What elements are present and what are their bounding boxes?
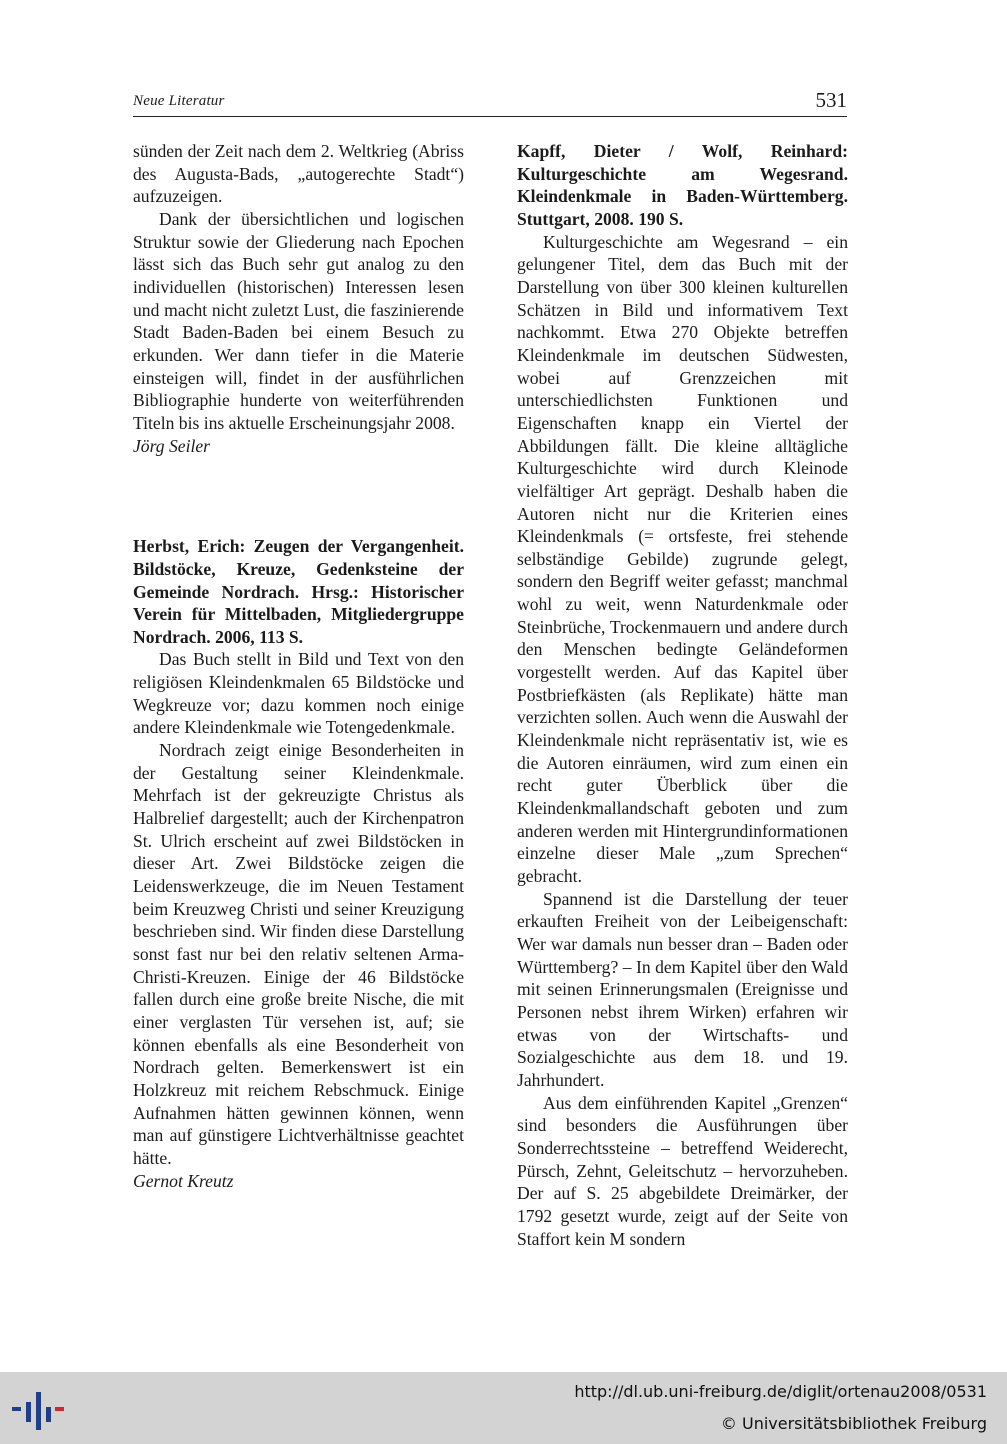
continued-paragraph: Dank der übersichtlichen und logischen Struktur sowie der Gliederung nach Epochen lässt sich das Buch sehr gut analog zu den individuellen (historischen) Interessen lesen und macht nicht zuletzt Lust, die faszinierende Stadt Baden-Baden bei einem Besuch zu erkunden. Wer dann tiefer in die Materie einsteigen will, findet in der ausführlichen Bibliographie hunderte von weiterführenden Titeln bis ins aktuelle Erscheinungsjahr 2008.	[133, 208, 464, 433]
review-paragraph: Spannend ist die Darstellung der teuer erkauften Freiheit von der Leibeigenschaft: Wer war damals nun besser dran – Baden oder Württemberg? – In dem Kapitel über den Wald mit seinen Erinnerungsmalen (Ereignisse und Personen nebst ihrem Wirken) erfahren wir etwas von der Wirtschafts- und Sozialgeschichte aus dem 18. und 19. Jahrhundert.	[517, 888, 848, 1090]
review-paragraph: Aus dem einführenden Kapitel „Grenzen“ sind besonders die Ausführungen über Sonderrechtssteine – betreffend Weiderecht, Pürsch, Zehnt, Geleitschutz – hervorzuheben. Der auf S. 25 abgebildete Dreimärker, der 1792 gesetzt wurde, zeigt auf der Seite von Staffort kein M sondern	[517, 1092, 848, 1249]
page-number: 531	[815, 88, 847, 112]
review-title: Herbst, Erich: Zeugen der Vergangenheit. Bildstöcke, Kreuze, Gedenksteine der Gemeinde Nordrach. Hrsg.: Historischer Verein für Mittelbaden, Mitgliedergruppe Nordrach. 2006, 113 S.	[133, 536, 464, 647]
source-url-link[interactable]: http://dl.ub.uni-freiburg.de/diglit/ortenau2008/0531	[574, 1382, 987, 1401]
review-paragraph: Das Buch stellt in Bild und Text von den religiösen Kleindenkmalen 65 Bildstöcke und Wegkreuze vor; dazu kommen noch einige andere Kleindenkmale wie Totengedenkmale.	[133, 649, 464, 738]
ub-freiburg-logo-icon	[10, 1380, 66, 1436]
section-spacer	[133, 457, 464, 535]
review-paragraph: Kulturgeschichte am Wegesrand – ein gelungener Titel, dem das Buch mit der Darstellung von über 300 kleinen kulturellen Schätzen in Bild und informativem Text nachkommt. Etwa 270 Objekte betreffen Kleindenkmale im deutschen Südwesten, wobei auf Grenzzeichen mit unterschiedlichsten Funktionen und Eigenschaften knapp ein Viertel der Abbildungen fällt. Die kleine alltägliche Kulturgeschichte wird durch Kleinode vielfältiger Art geprägt. Deshalb haben die Autoren nicht nur die Kriterien eines Kleindenkmals (= ortsfeste, frei stehende selbständige Gebilde) zugrunde gelegt, sondern den Begriff weiter gefasst; manchmal wohl zu weit, wenn Naturdenkmale oder Steinbrüche, Trockenmauern und andere durch den Menschen bedingte Geländeformen vorgestellt werden. Auf das Kapitel über Postbriefkästen (als Replikate) hätte man verzichten sollen. Auch wenn die Auswahl der Kleindenkmale nicht repräsentativ ist, wie es die Autoren einräumen, wird zum einen ein recht guter Überblick über die Kleindenkmallandschaft geboten und zum anderen werden mit Hintergrundinformationen einzelne dieser Male „zum Sprechen“ gebracht.	[517, 231, 848, 886]
footer-bar	[0, 1372, 1007, 1444]
reviewer-signature: Gernot Kreutz	[133, 1170, 234, 1191]
reviewer-signature: Jörg Seiler	[133, 435, 211, 456]
page-header	[133, 86, 847, 117]
review-title: Kapff, Dieter / Wolf, Reinhard: Kulturgeschichte am Wegesrand. Kleindenkmale in Baden-Württemberg. Stuttgart, 2008. 190 S.	[517, 141, 848, 229]
review-paragraph: Nordrach zeigt einige Besonderheiten in der Gestaltung seiner Kleindenkmale. Mehrfach ist der gekreuzigte Christus als Halbrelief dargestellt; auch der Kirchenpatron St. Ulrich erscheint auf zwei Bildstöcken in dieser Art. Zwei Bildstöcke zeigen die Leidenswerkzeuge, die im Neuen Testament beim Kreuzweg Christi und seiner Kreuzigung beschrieben sind. Wir finden diese Darstellung sonst fast nur bei den relativ seltenen Arma-Christi-Kreuzen. Einige der 46 Bildstöcke fallen durch eine große breite Nische, die mit einer verglasten Tür versehen ist, auf; sie können ebenfalls als eine Besonderheit von Nordrach gelten. Bemerkenswert ist ein Holzkreuz mit reichem Rebschmuck. Einige Aufnahmen hätten gewinnen können, wenn man auf günstigere Lichtverhältnisse geachtet hätte.	[133, 740, 464, 1168]
continued-paragraph: sünden der Zeit nach dem 2. Weltkrieg (Abriss des Augusta-Bads, „autogerechte Stadt“) aufzuzeigen.	[133, 141, 464, 207]
left-column	[133, 140, 464, 1192]
running-head: Neue Literatur	[133, 93, 225, 109]
copyright-notice: © Universitätsbibliothek Freiburg	[720, 1414, 987, 1433]
right-column	[517, 140, 848, 1250]
